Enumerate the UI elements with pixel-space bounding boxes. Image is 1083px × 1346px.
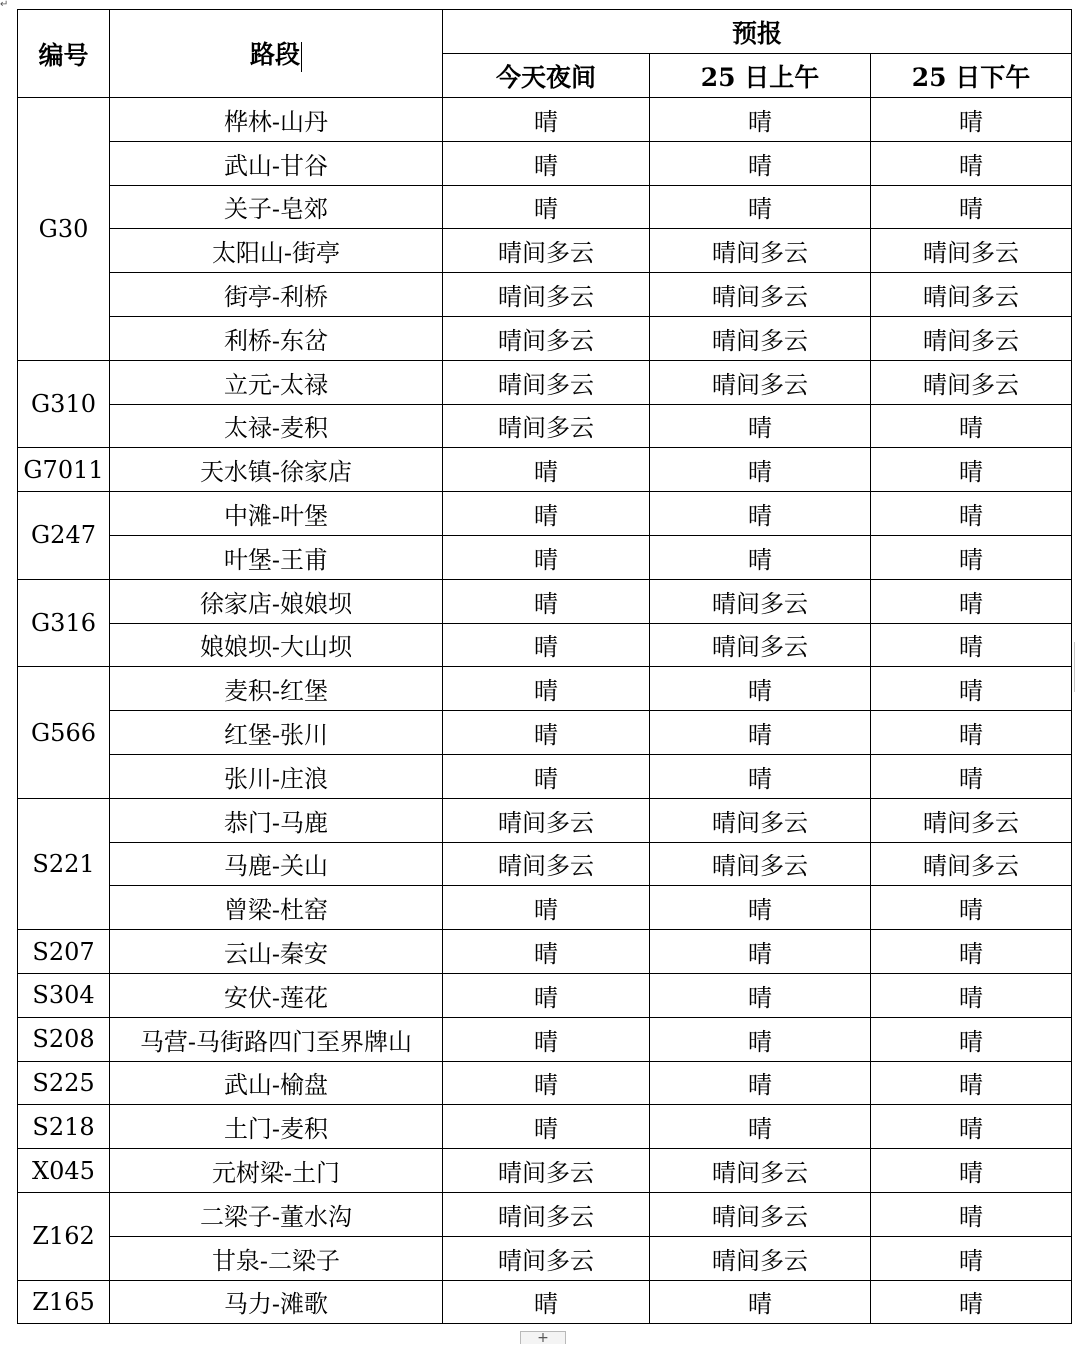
forecast-afternoon-cell[interactable]: 晴 [871,1192,1072,1236]
forecast-tonight-cell[interactable]: 晴间多云 [443,1192,650,1236]
forecast-afternoon-cell[interactable]: 晴 [871,141,1072,185]
text-cursor [301,42,302,72]
forecast-tonight-cell[interactable]: 晴 [443,1105,650,1149]
forecast-afternoon-cell[interactable]: 晴间多云 [871,229,1072,273]
forecast-afternoon-cell[interactable]: 晴 [871,404,1072,448]
forecast-tonight-cell[interactable]: 晴 [443,535,650,579]
segment-cell[interactable]: 武山-榆盘 [110,1061,443,1105]
segment-cell[interactable]: 利桥-东岔 [110,316,443,360]
forecast-morning-cell[interactable]: 晴 [650,1017,871,1061]
forecast-morning-cell[interactable]: 晴间多云 [650,842,871,886]
table-row [18,360,1072,404]
table-row [18,798,1072,842]
header-code: 编号 [18,10,110,98]
segment-cell[interactable]: 中滩-叶堡 [110,492,443,536]
forecast-afternoon-cell[interactable]: 晴 [871,1236,1072,1280]
header-segment-label: 路段 [249,40,300,70]
forecast-morning-cell[interactable]: 晴 [650,448,871,492]
road-code-cell[interactable]: G310 [18,360,110,448]
add-row-button[interactable]: + [520,1331,566,1344]
forecast-tonight-cell[interactable]: 晴间多云 [443,360,650,404]
table-row [18,1105,1072,1149]
forecast-afternoon-cell[interactable]: 晴 [871,1061,1072,1105]
table-row [18,1280,1072,1324]
forecast-tonight-cell[interactable]: 晴 [443,930,650,974]
forecast-morning-cell[interactable]: 晴 [650,711,871,755]
road-code-cell[interactable]: S225 [18,1061,110,1105]
forecast-afternoon-cell[interactable]: 晴 [871,448,1072,492]
forecast-tonight-cell[interactable]: 晴 [443,141,650,185]
forecast-morning-cell[interactable]: 晴 [650,141,871,185]
segment-cell[interactable]: 桦林-山丹 [110,98,443,142]
forecast-tonight-cell[interactable]: 晴间多云 [443,1236,650,1280]
forecast-morning-cell[interactable]: 晴 [650,404,871,448]
forecast-morning-cell[interactable]: 晴间多云 [650,1236,871,1280]
forecast-morning-cell[interactable]: 晴间多云 [650,579,871,623]
forecast-afternoon-cell[interactable]: 晴 [871,886,1072,930]
road-code-cell[interactable]: G247 [18,492,110,580]
forecast-afternoon-cell[interactable]: 晴 [871,667,1072,711]
forecast-tonight-cell[interactable]: 晴间多云 [443,316,650,360]
table-row [18,535,1072,579]
forecast-morning-cell[interactable]: 晴 [650,886,871,930]
forecast-tonight-cell[interactable]: 晴 [443,579,650,623]
forecast-morning-cell[interactable]: 晴 [650,1061,871,1105]
table-row [18,973,1072,1017]
table-row [18,754,1072,798]
forecast-tonight-cell[interactable]: 晴间多云 [443,798,650,842]
forecast-tonight-cell[interactable]: 晴间多云 [443,842,650,886]
forecast-morning-cell[interactable]: 晴 [650,1280,871,1324]
forecast-tonight-cell[interactable]: 晴 [443,1061,650,1105]
forecast-morning-cell[interactable]: 晴 [650,1105,871,1149]
header-period-tonight: 今天夜间 [443,54,650,98]
forecast-afternoon-cell[interactable]: 晴间多云 [871,798,1072,842]
forecast-tonight-cell[interactable]: 晴 [443,754,650,798]
forecast-morning-cell[interactable]: 晴 [650,930,871,974]
road-code-cell[interactable]: S221 [18,798,110,929]
segment-cell[interactable]: 太阳山-街亭 [110,229,443,273]
table-row [18,930,1072,974]
forecast-morning-cell[interactable]: 晴 [650,754,871,798]
table-row [18,141,1072,185]
segment-cell[interactable]: 云山-秦安 [110,930,443,974]
forecast-morning-cell[interactable]: 晴 [650,535,871,579]
forecast-morning-cell[interactable]: 晴间多云 [650,1192,871,1236]
forecast-tonight-cell[interactable]: 晴 [443,623,650,667]
table-row [18,316,1072,360]
table-row [18,623,1072,667]
forecast-morning-cell[interactable]: 晴 [650,492,871,536]
forecast-tonight-cell[interactable]: 晴 [443,1017,650,1061]
road-code-cell[interactable]: S304 [18,973,110,1017]
forecast-morning-cell[interactable]: 晴间多云 [650,316,871,360]
road-code-cell[interactable]: S208 [18,1017,110,1061]
table-row [18,579,1072,623]
table-row [18,98,1072,142]
forecast-tonight-cell[interactable]: 晴 [443,185,650,229]
forecast-tonight-cell[interactable]: 晴 [443,492,650,536]
segment-cell[interactable]: 叶堡-王甫 [110,535,443,579]
table-row [18,492,1072,536]
forecast-afternoon-cell[interactable]: 晴 [871,535,1072,579]
forecast-afternoon-cell[interactable]: 晴 [871,711,1072,755]
forecast-morning-cell[interactable]: 晴 [650,667,871,711]
segment-cell[interactable]: 恭门-马鹿 [110,798,443,842]
table-row [18,1192,1072,1236]
segment-cell[interactable]: 天水镇-徐家店 [110,448,443,492]
table-row [18,273,1072,317]
forecast-afternoon-cell[interactable]: 晴 [871,754,1072,798]
forecast-tonight-cell[interactable]: 晴间多云 [443,1149,650,1193]
forecast-morning-cell[interactable]: 晴间多云 [650,360,871,404]
forecast-morning-cell[interactable]: 晴间多云 [650,229,871,273]
road-code-cell[interactable]: S218 [18,1105,110,1149]
road-code-cell[interactable]: X045 [18,1149,110,1193]
table-row [18,1017,1072,1061]
forecast-afternoon-cell[interactable]: 晴 [871,579,1072,623]
forecast-afternoon-cell[interactable]: 晴 [871,623,1072,667]
forecast-afternoon-cell[interactable]: 晴 [871,930,1072,974]
segment-cell[interactable]: 麦积-红堡 [110,667,443,711]
forecast-morning-cell[interactable]: 晴间多云 [650,798,871,842]
segment-cell[interactable]: 马营-马街路四门至界牌山 [110,1017,443,1061]
road-weather-forecast-table [17,9,1072,1324]
segment-cell[interactable]: 娘娘坝-大山坝 [110,623,443,667]
forecast-tonight-cell[interactable]: 晴 [443,973,650,1017]
forecast-morning-cell[interactable]: 晴间多云 [650,623,871,667]
scrollbar-mark[interactable] [1074,642,1083,692]
segment-cell[interactable]: 太禄-麦积 [110,404,443,448]
table-move-handle-icon[interactable]: ↵ [0,0,9,10]
table-row [18,1061,1072,1105]
road-code-cell[interactable]: G7011 [18,448,110,492]
forecast-tonight-cell[interactable]: 晴间多云 [443,404,650,448]
forecast-tonight-cell[interactable]: 晴间多云 [443,229,650,273]
segment-cell[interactable]: 曾梁-杜窑 [110,886,443,930]
forecast-tonight-cell[interactable]: 晴 [443,886,650,930]
road-code-cell[interactable]: Z162 [18,1192,110,1280]
forecast-morning-cell[interactable]: 晴 [650,185,871,229]
forecast-tonight-cell[interactable]: 晴 [443,711,650,755]
table-row [18,229,1072,273]
table-row [18,1236,1072,1280]
forecast-tonight-cell[interactable]: 晴间多云 [443,273,650,317]
segment-cell[interactable]: 街亭-利桥 [110,273,443,317]
road-code-cell[interactable]: Z165 [18,1280,110,1324]
segment-cell[interactable]: 徐家店-娘娘坝 [110,579,443,623]
segment-cell[interactable]: 马鹿-关山 [110,842,443,886]
segment-cell[interactable]: 武山-甘谷 [110,141,443,185]
segment-cell[interactable]: 甘泉-二梁子 [110,1236,443,1280]
road-code-cell[interactable]: G316 [18,579,110,667]
forecast-afternoon-cell[interactable]: 晴 [871,1017,1072,1061]
forecast-afternoon-cell[interactable]: 晴间多云 [871,273,1072,317]
forecast-afternoon-cell[interactable]: 晴 [871,492,1072,536]
segment-cell[interactable]: 红堡-张川 [110,711,443,755]
forecast-afternoon-cell[interactable]: 晴间多云 [871,360,1072,404]
header-period-morning: 25 日上午 [650,54,871,98]
forecast-tonight-cell[interactable]: 晴 [443,98,650,142]
forecast-afternoon-cell[interactable]: 晴间多云 [871,842,1072,886]
forecast-morning-cell[interactable]: 晴 [650,98,871,142]
table-row [18,448,1072,492]
segment-cell[interactable]: 二梁子-董水沟 [110,1192,443,1236]
segment-cell[interactable]: 元树梁-土门 [110,1149,443,1193]
table-row [18,842,1072,886]
forecast-afternoon-cell[interactable]: 晴 [871,1105,1072,1149]
table-row [18,711,1072,755]
forecast-afternoon-cell[interactable]: 晴 [871,1149,1072,1193]
segment-cell[interactable]: 立元-太禄 [110,360,443,404]
road-code-cell[interactable]: S207 [18,930,110,974]
forecast-morning-cell[interactable]: 晴 [650,973,871,1017]
forecast-tonight-cell[interactable]: 晴 [443,1280,650,1324]
forecast-morning-cell[interactable]: 晴间多云 [650,1149,871,1193]
forecast-afternoon-cell[interactable]: 晴 [871,185,1072,229]
table-row [18,185,1072,229]
header-period-afternoon: 25 日下午 [871,54,1072,98]
header-forecast: 预报 [443,10,1072,54]
road-code-cell[interactable]: G30 [18,98,110,361]
segment-cell[interactable]: 关子-皂郊 [110,185,443,229]
segment-cell[interactable]: 马力-滩歌 [110,1280,443,1324]
header-segment[interactable] [110,10,443,98]
forecast-afternoon-cell[interactable]: 晴 [871,1280,1072,1324]
road-code-cell[interactable]: G566 [18,667,110,798]
forecast-tonight-cell[interactable]: 晴 [443,667,650,711]
table-row [18,667,1072,711]
table-row [18,886,1072,930]
table-row [18,404,1072,448]
forecast-afternoon-cell[interactable]: 晴间多云 [871,316,1072,360]
forecast-afternoon-cell[interactable]: 晴 [871,973,1072,1017]
segment-cell[interactable]: 张川-庄浪 [110,754,443,798]
forecast-tonight-cell[interactable]: 晴 [443,448,650,492]
table-row [18,1149,1072,1193]
segment-cell[interactable]: 土门-麦积 [110,1105,443,1149]
forecast-afternoon-cell[interactable]: 晴 [871,98,1072,142]
segment-cell[interactable]: 安伏-莲花 [110,973,443,1017]
forecast-morning-cell[interactable]: 晴间多云 [650,273,871,317]
